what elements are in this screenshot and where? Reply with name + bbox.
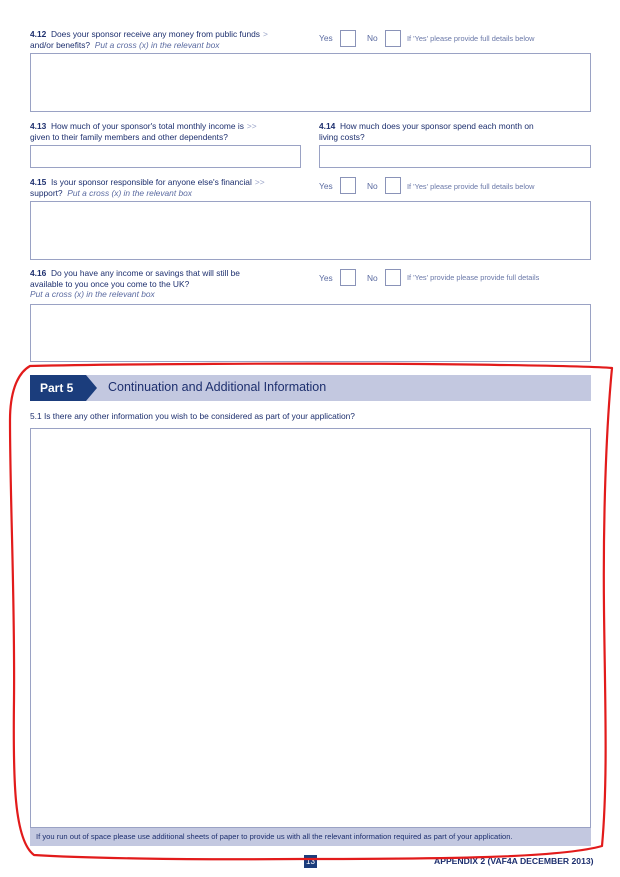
question-text: Is your sponsor responsible for anyone else's financial [50,177,252,187]
question-text: Do you have any income or savings that will still be [50,268,240,278]
question-text: How much of your sponsor's total monthly income is [50,121,244,131]
yes-details-hint: If 'Yes' provide please provide full details [407,273,540,282]
continue-arrow: >> [254,177,265,187]
yes-label: Yes [319,273,333,283]
question-text-cont: living costs? [319,131,365,142]
yes-label: Yes [319,181,333,191]
no-label: No [367,181,378,191]
continue-arrow: > [262,29,268,39]
question-number: 4.13 [30,121,47,131]
question-text: How much does your sponsor spend each month on [339,121,534,131]
annotation-stroke [10,364,612,860]
question-text-cont: support? [30,187,63,198]
no-label: No [367,273,378,283]
question-note: Put a cross (x) in the relevant box [94,39,220,50]
continue-arrow: >> [246,121,257,131]
part-5-tab-label: Part 5 [40,381,74,395]
no-label: No [367,33,378,43]
question-number: 4.15 [30,177,47,187]
question-text-cont: and/or benefits? [30,39,91,50]
question-text-cont: available to you once you come to the UK? [30,278,190,289]
yes-details-hint: If 'Yes' please provide full details below [407,182,535,191]
page-number: 13 [304,855,317,868]
question-number: 4.12 [30,29,47,39]
appendix-label: APPENDIX 2 (VAF4A DECEMBER 2013) [434,856,594,866]
part-5-title: Continuation and Additional Information [108,380,327,394]
continuation-note: If you run out of space please use additional sheets of paper to provide us with all the relevant information required as part of your application. [30,828,591,846]
question-number: 4.16 [30,268,47,278]
question-note: Put a cross (x) in the relevant box [67,187,192,198]
question-note: Put a cross (x) in the relevant box [30,289,155,299]
yes-label: Yes [319,33,333,43]
yes-details-hint: If 'Yes' please provide full details below [407,34,535,43]
question-5-1: 5.1 Is there any other information you wish to be considered as part of your application? [30,411,355,421]
question-number: 4.14 [319,121,336,131]
question-text-cont: given to their family members and other dependents? [30,131,228,142]
question-text: Does your sponsor receive any money from public funds [50,29,260,39]
